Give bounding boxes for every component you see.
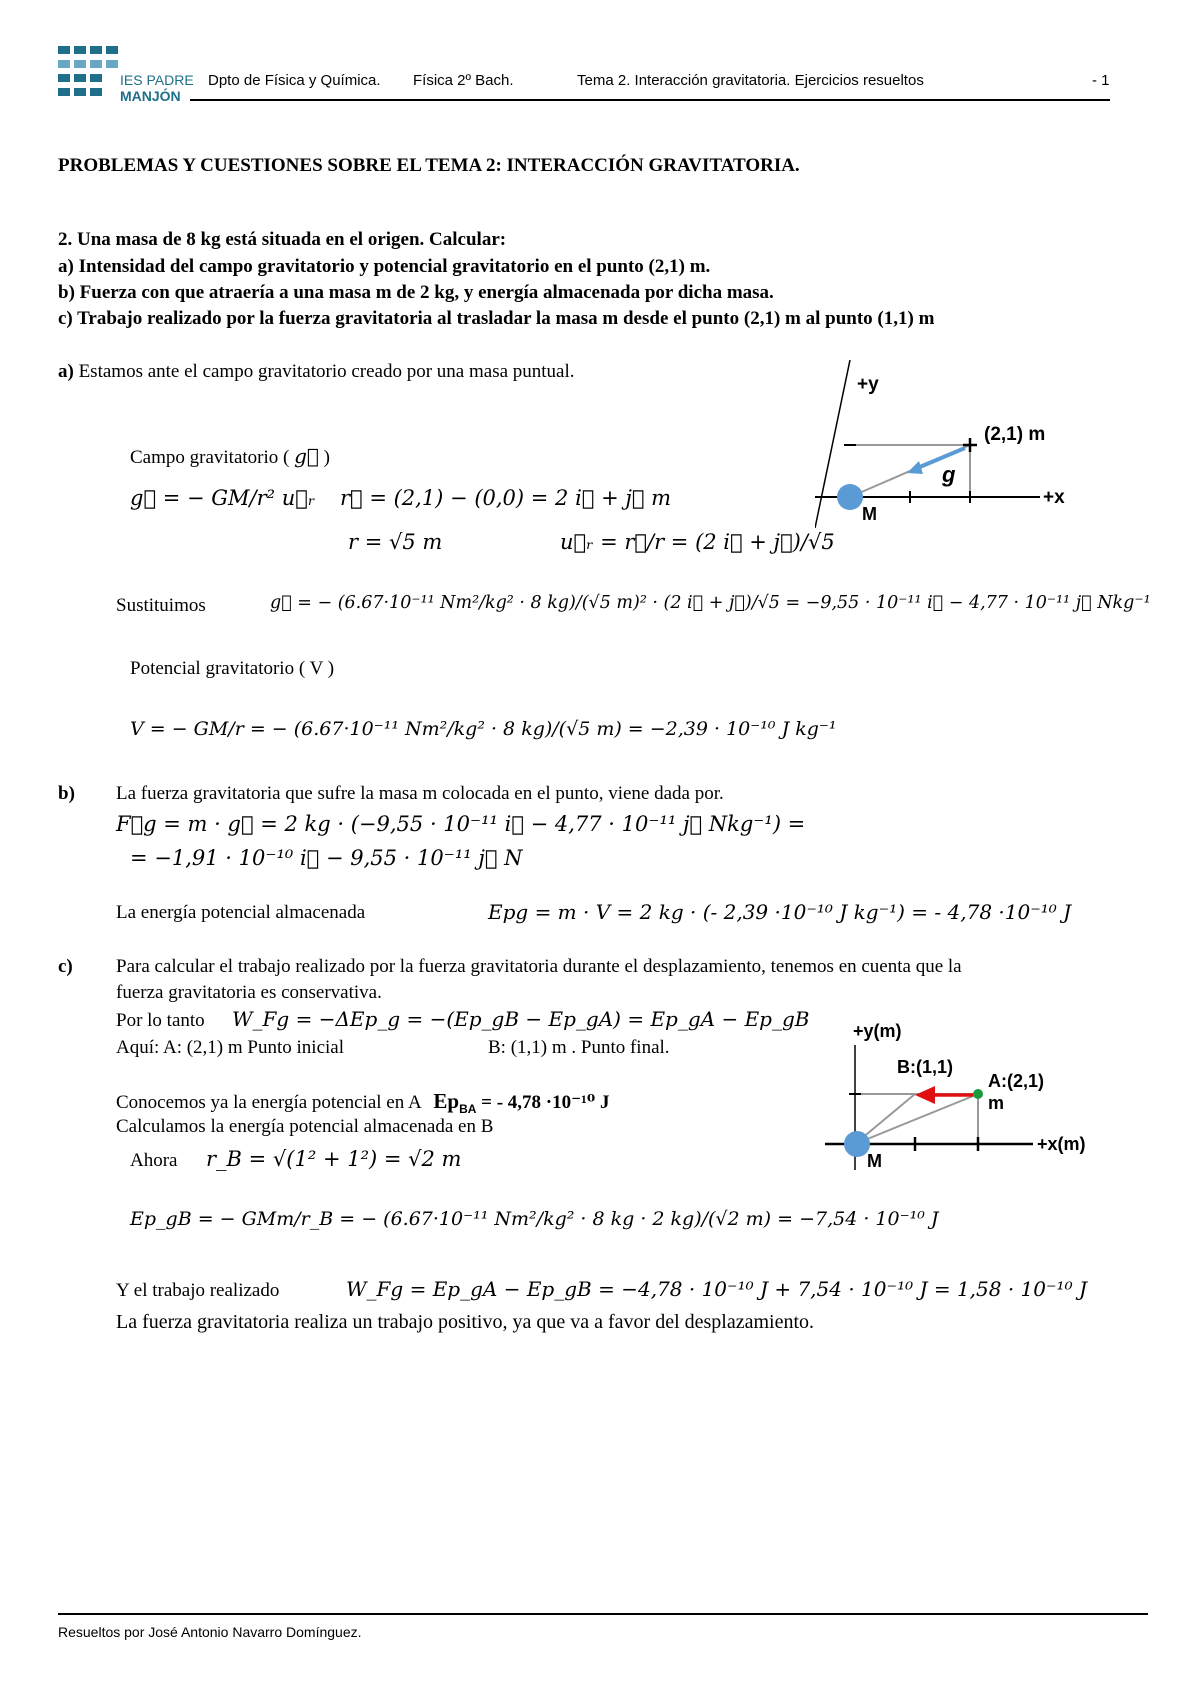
campo-label-text: Campo gravitatorio (	[130, 447, 290, 468]
eq-EpB: Ep_gB = − GMm/r_B = − (6.67·10⁻¹¹ Nm²/kg² · 8 kg · 2 kg)/(√2 m) = −7,54 · 10⁻¹⁰ J	[130, 1208, 939, 1230]
por-lo-tanto-label: Por lo tanto	[116, 1010, 205, 1031]
sustituimos-label: Sustituimos	[116, 595, 206, 616]
eq-g-definition: g⃗ = − GM/r² u⃗ᵣ	[130, 486, 316, 510]
eq-unit-vector: u⃗ᵣ = r⃗/r = (2 i⃗ + j⃗)/√5	[560, 530, 835, 554]
diagram-displacement	[815, 1010, 1105, 1180]
eq-work-definition: W_Fg = −ΔEp_g = −(Ep_gB − Ep_gA) = Ep_gA − Ep_gB	[232, 1007, 810, 1031]
radius-A	[855, 1094, 978, 1144]
point-label: (2,1) m	[984, 424, 1046, 445]
field-arrowhead	[907, 461, 923, 474]
part-b-text: La fuerza gravitatoria que sufre la masa m colocada en el punto, viene dada por.	[116, 783, 724, 804]
eq-r-modulus: r = √5 m	[348, 530, 443, 554]
campo-label	[130, 444, 330, 469]
page-title: PROBLEMAS Y CUESTIONES SOBRE EL TEMA 2: INTERACCIÓN GRAVITATORIA.	[58, 155, 800, 176]
campo-label-end: )	[323, 447, 330, 468]
displacement-arrowhead	[915, 1086, 935, 1104]
eq-g-numeric: g⃗ = − (6.67·10⁻¹¹ Nm²/kg² · 8 kg)/(√5 m)² · (2 i⃗ + j⃗)/√5 = −9,55 · 10⁻¹¹ i⃗ − 4,77 · 10⁻¹¹ j⃗ Nkg⁻¹	[270, 593, 1151, 613]
diagram-field-vector	[815, 360, 1105, 540]
problem-part-a: a) Intensidad del campo gravitatorio y potencial gravitatorio en el punto (2,1) m.	[58, 256, 711, 277]
point-A-marker	[973, 1089, 983, 1099]
ep-ba-symbol: Ep	[433, 1089, 460, 1113]
mass-M	[837, 484, 863, 510]
point-B-desc: B: (1,1) m . Punto final.	[488, 1037, 670, 1058]
ep-ba-value: = - 4,78 ·10⁻¹⁰ J	[481, 1092, 610, 1113]
part-a-intro	[58, 361, 575, 383]
conclusion: La fuerza gravitatoria realiza un trabajo positivo, ya que va a favor del desplazamiento.	[116, 1311, 815, 1333]
ep-label: La energía potencial almacenada	[116, 902, 366, 923]
x-axis-label: +x	[1043, 487, 1065, 508]
part-a-intro-text: Estamos ante el campo gravitatorio creado por una masa puntual.	[73, 361, 575, 382]
mass-M-label-2: M	[867, 1151, 882, 1171]
part-c-text-1: Para calcular el trabajo realizado por la fuerza gravitatoria durante el desplazamiento, tenemos en cuenta que la	[116, 956, 962, 977]
part-c-label: c)	[58, 956, 73, 977]
header-course: Física 2º Bach.	[413, 72, 514, 89]
eq-potential-energy: Epg = m · V = 2 kg · (- 2,39 ·10⁻¹⁰ J kg⁻¹) = - 4,78 ·10⁻¹⁰ J	[488, 900, 1072, 924]
point-A-label: A:(2,1)	[988, 1071, 1045, 1091]
eq-r-vector: r⃗ = (2,1) − (0,0) = 2 i⃗ + j⃗ m	[340, 486, 672, 510]
header-topic: Tema 2. Interacción gravitatoria. Ejercicios resueltos	[577, 72, 924, 89]
page-number: - 1	[1092, 72, 1110, 89]
ep-ba-subscript: BA	[459, 1101, 477, 1116]
g-label: g	[942, 462, 956, 487]
footer-author: Resueltos por José Antonio Navarro Domínguez.	[58, 1624, 362, 1640]
problem-statement: 2. Una masa de 8 kg está situada en el origen. Calcular:	[58, 229, 507, 250]
y-axis-label: +y	[857, 374, 879, 395]
header-dept: Dpto de Física y Química.	[208, 72, 381, 89]
x-axis-label-2: +x(m)	[1037, 1134, 1086, 1154]
footer-rule	[58, 1613, 1148, 1615]
part-b-label: b)	[58, 783, 75, 804]
logo-text-1: IES PADRE	[120, 72, 194, 88]
eq-potential: V = − GM/r = − (6.67·10⁻¹¹ Nm²/kg² · 8 kg)/(√5 m) = −2,39 · 10⁻¹⁰ J kg⁻¹	[130, 718, 837, 740]
conocemos-text: Conocemos ya la energía potencial en A	[116, 1092, 421, 1113]
eq-force-1: F⃗g = m · g⃗ = 2 kg · (−9,55 · 10⁻¹¹ i⃗ − 4,77 · 10⁻¹¹ j⃗ Nkg⁻¹) =	[116, 812, 806, 836]
ahora-label: Ahora	[130, 1150, 178, 1171]
conocemos-line	[116, 1089, 609, 1116]
problem-part-b: b) Fuerza con que atraería a una masa m de 2 kg, y energía almacenada por dicha masa.	[58, 282, 774, 303]
part-c-text-2: fuerza gravitatoria es conservativa.	[116, 982, 382, 1003]
part-a-label: a)	[58, 361, 74, 382]
mass-label: M	[862, 504, 877, 524]
eq-force-2: = −1,91 · 10⁻¹⁰ i⃗ − 9,55 · 10⁻¹¹ j⃗ N	[130, 846, 523, 870]
logo-text-2: MANJÓN	[120, 88, 181, 104]
eq-work-result: W_Fg = Ep_gA − Ep_gB = −4,78 · 10⁻¹⁰ J + 7,54 · 10⁻¹⁰ J = 1,58 · 10⁻¹⁰ J	[346, 1277, 1087, 1301]
calculamos-text: Calculamos la energía potencial almacenada en B	[116, 1116, 494, 1137]
point-B-label: B:(1,1)	[897, 1057, 954, 1077]
problem-part-c: c) Trabajo realizado por la fuerza gravitatoria al trasladar la masa m desde el punto (2,1) m al punto (1,1) m	[58, 308, 935, 329]
field-vector	[915, 448, 965, 469]
trabajo-label: Y el trabajo realizado	[116, 1280, 280, 1301]
potencial-label: Potencial gravitatorio ( V )	[130, 658, 335, 679]
school-logo	[58, 46, 118, 102]
y-axis-label-2: +y(m)	[853, 1021, 902, 1041]
header-rule	[190, 99, 1110, 101]
point-A-desc: Aquí: A: (2,1) m Punto inicial	[116, 1037, 344, 1058]
mass-m-label: m	[988, 1093, 1005, 1113]
eq-rB: r_B = √(1² + 1²) = √2 m	[206, 1147, 462, 1171]
g-vector-symbol: g⃗	[294, 444, 319, 468]
